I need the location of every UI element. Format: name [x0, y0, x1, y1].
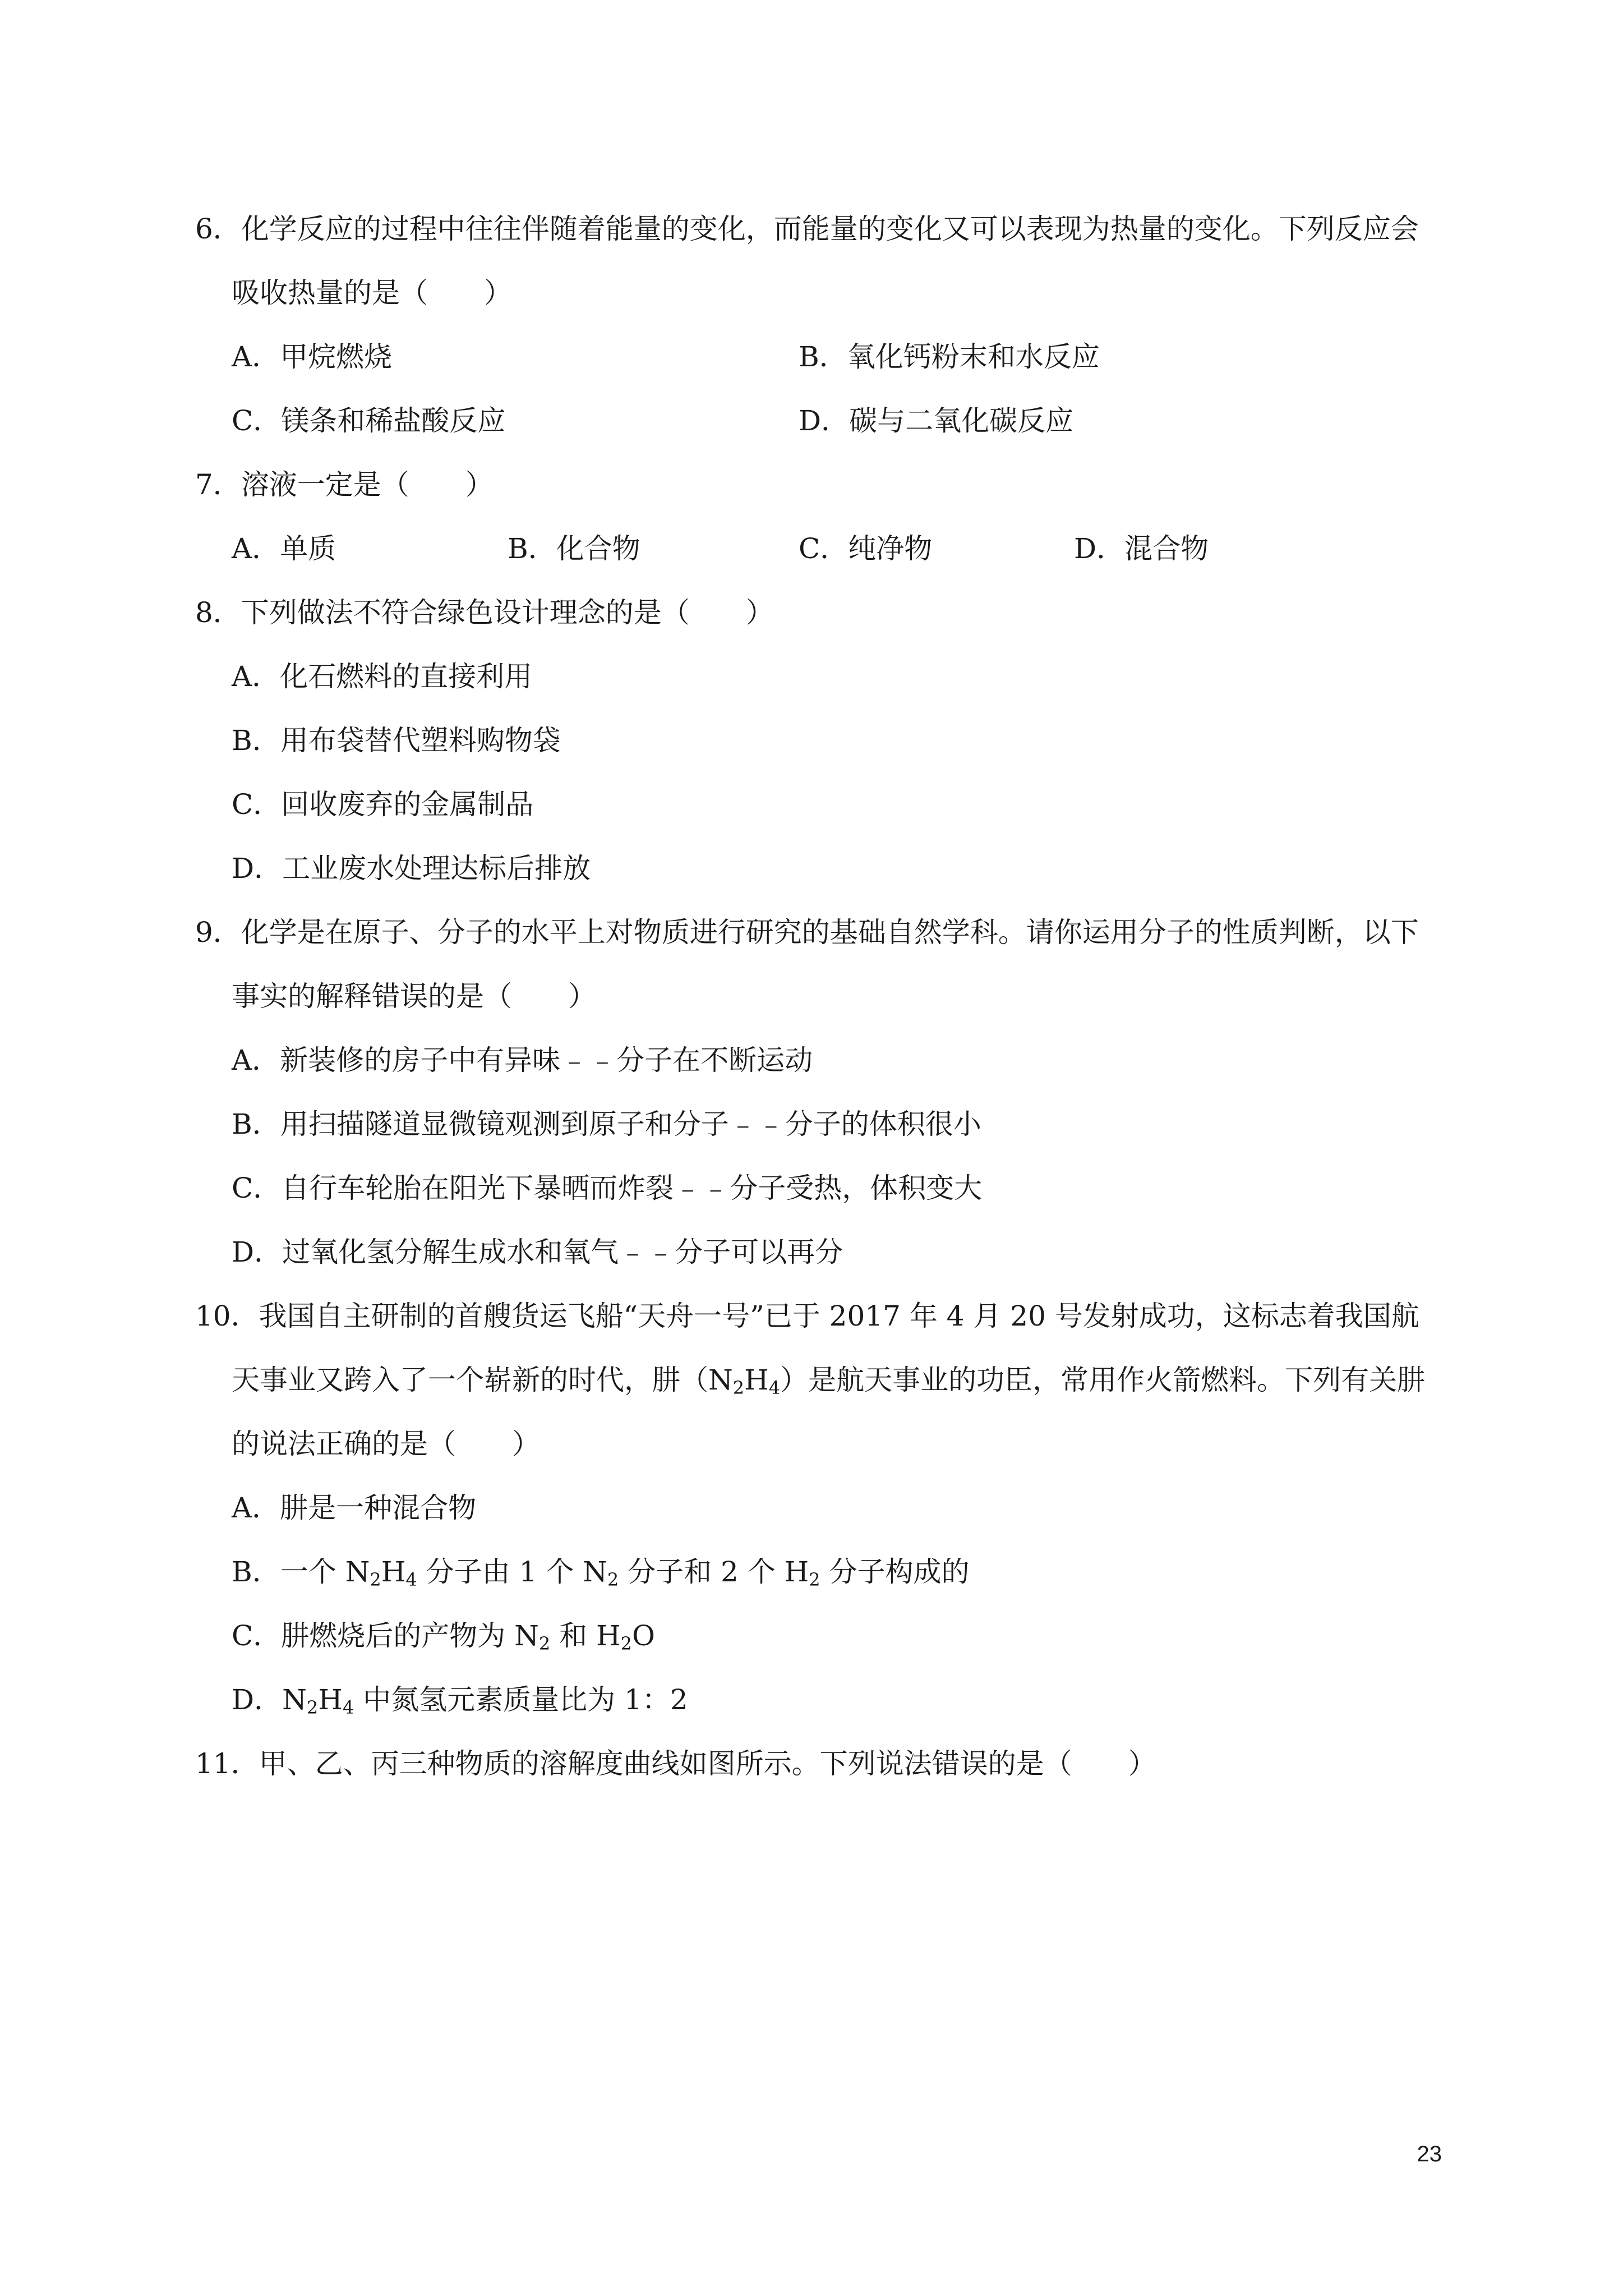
page-number: 23: [1417, 2142, 1442, 2166]
question-6-option-d: D．碳与二氧化碳反应: [799, 404, 1074, 437]
question-9-option-d: D．过氧化氢分解生成水和氧气﹣﹣分子可以再分: [232, 1236, 843, 1268]
question-9-option-a: A．新装修的房子中有异味﹣﹣分子在不断运动: [232, 1044, 813, 1076]
question-6-text: 6．化学反应的过程中往往伴随着能量的变化，而能量的变化又可以表现为热量的变化。下列反应会: [195, 213, 1419, 245]
question-10-text-cont: 天事业又跨入了一个崭新的时代，肼$(N_2H_4)$是航天事业的功臣，常用作火箭燃料。下列有关肼: [232, 1364, 1426, 1398]
question-7-option-d: D．混合物: [1074, 532, 1209, 565]
question-8-text: 8．下列做法不符合绿色设计理念的是（ ）: [195, 596, 774, 629]
question-8-option-b: B．用布袋替代塑料购物袋: [232, 724, 561, 757]
question-9-option-b: B．用扫描隧道显微镜观测到原子和分子﹣﹣分子的体积很小: [232, 1108, 981, 1140]
question-7-option-a: A．单质: [232, 532, 336, 565]
question-9-option-c: C．自行车轮胎在阳光下暴晒而炸裂﹣﹣分子受热，体积变大: [232, 1172, 983, 1204]
question-6-text-cont: 吸收热量的是（ ）: [232, 277, 512, 309]
question-8-option-c: C．回收废弃的金属制品: [232, 788, 534, 821]
question-7-option-c: C．纯净物: [799, 532, 933, 565]
question-10-text-cont-2: 的说法正确的是（ ）: [232, 1428, 540, 1460]
question-10-option-a: A．肼是一种混合物: [232, 1492, 477, 1524]
question-7-option-b: B．化合物: [508, 532, 640, 565]
question-6-option-c: C．镁条和稀盐酸反应: [232, 404, 506, 437]
question-9-text-cont: 事实的解释错误的是（ ）: [232, 980, 596, 1013]
question-8-option-d: D．工业废水处理达标后排放: [232, 852, 591, 885]
question-7-text: 7．溶液一定是（ ）: [195, 468, 494, 501]
question-6-option-a: A．甲烷燃烧: [232, 341, 393, 373]
question-6-option-b: B．氧化钙粉末和水反应: [799, 341, 1100, 373]
question-10-option-b: B．一个 $N_2H_4$ 分子由 1 个 $N_2$ 分子和 2 个 $H_2$ 分子构成的: [232, 1556, 970, 1590]
question-10-option-d: D．$N_2H_4$ 中氮氢元素质量比为 1：2: [232, 1683, 688, 1718]
question-9-text: 9．化学是在原子、分子的水平上对物质进行研究的基础自然学科。请你运用分子的性质判断，以下: [195, 916, 1419, 949]
question-10-option-c: C．肼燃烧后的产物为 $N_2$ 和 $H_2O$: [232, 1619, 656, 1654]
question-8-option-a: A．化石燃料的直接利用: [232, 660, 533, 693]
question-10-text: 10．我国自主研制的首艘货运飞船“天舟一号”已于 2017 年 4 月 20 号发射成功，这标志着我国航: [195, 1300, 1419, 1332]
question-11-text: 11．甲、乙、丙三种物质的溶解度曲线如图所示。下列说法错误的是（ ）: [195, 1747, 1156, 1780]
